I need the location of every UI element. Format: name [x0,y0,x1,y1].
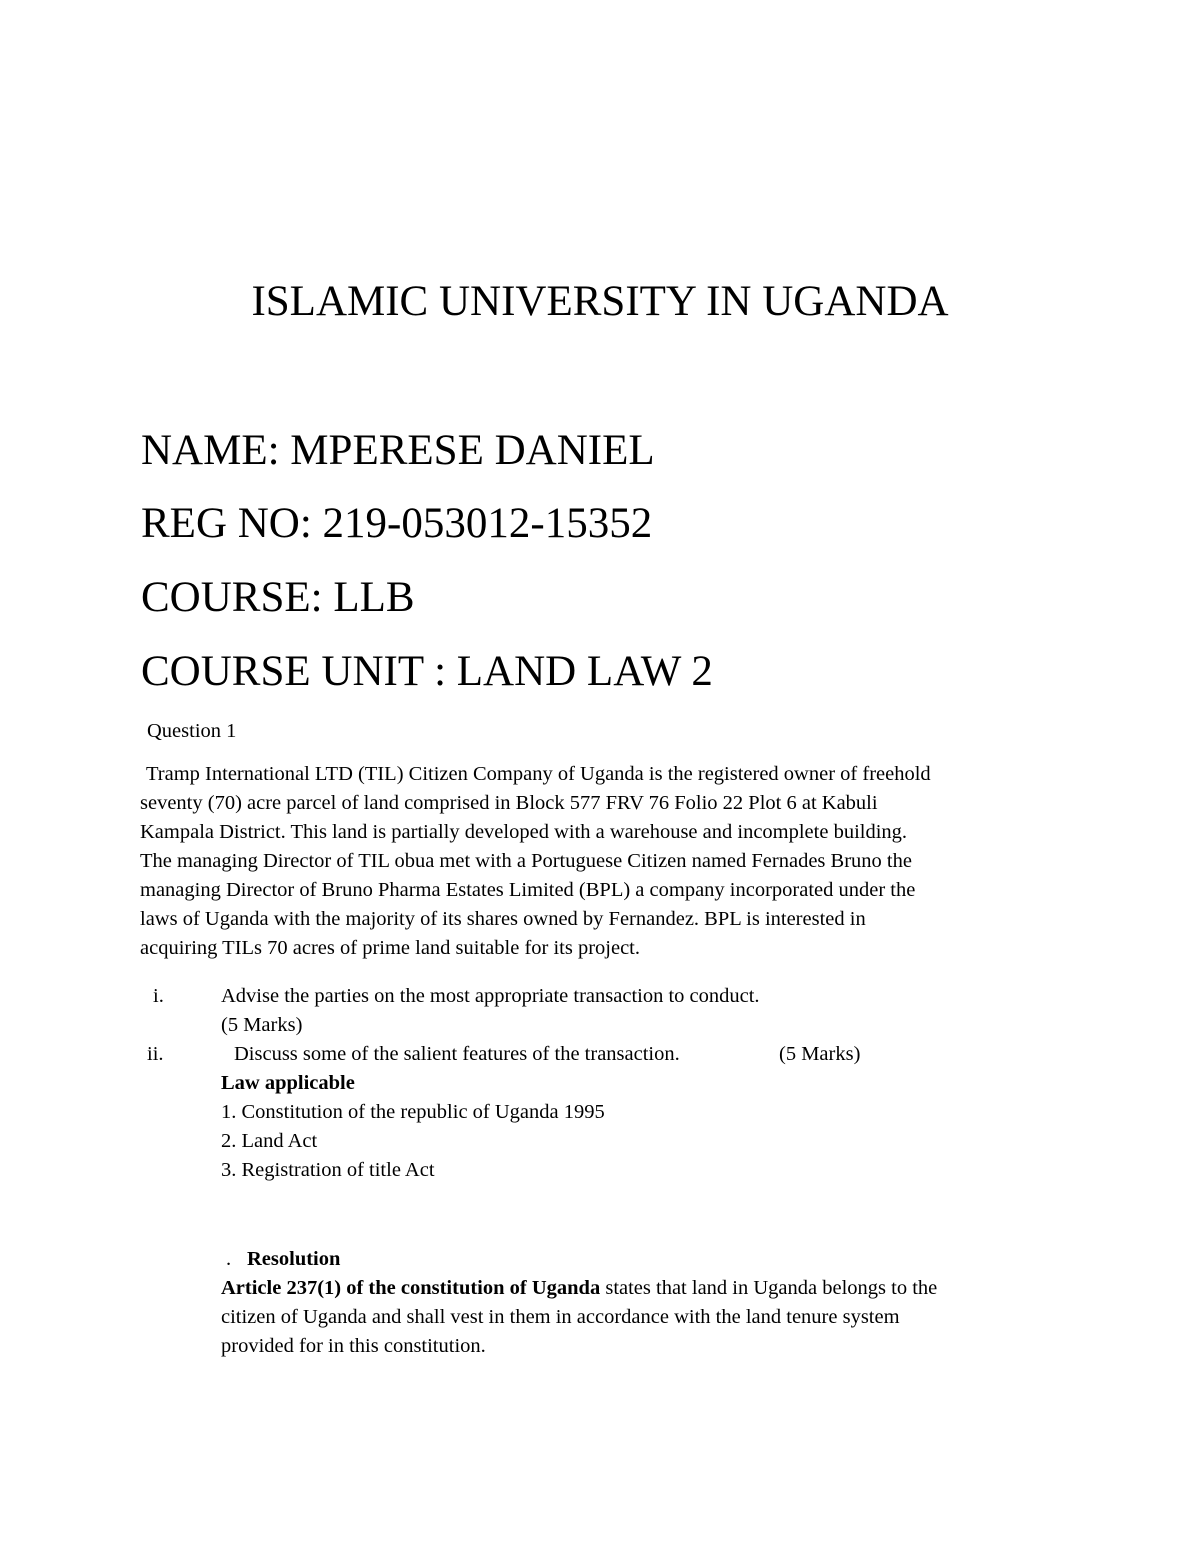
sub-question-text: Discuss some of the salient features of the transaction. [234,1043,680,1065]
law-applicable-heading: Law applicable [221,1072,355,1094]
article-citation: Article 237(1) of the constitution of Uganda [221,1277,601,1299]
question-line: acquiring TILs 70 acres of prime land suitable for its project. [140,937,641,959]
course: COURSE: LLB [141,574,415,621]
law-item: 1. Constitution of the republic of Uganda 1995 [221,1101,605,1123]
question-line: The managing Director of TIL obua met with a Portuguese Citizen named Fernades Bruno the [140,850,912,872]
resolution-paragraph [221,1274,1081,1361]
question-paragraph [140,760,1070,963]
sub-question-numeral: i. [153,985,164,1007]
sub-question-numeral: ii. [147,1043,164,1065]
question-line: seventy (70) acre parcel of land comprised in Block 577 FRV 76 Folio 22 Plot 6 at Kabuli [140,792,878,814]
question-line: laws of Uganda with the majority of its shares owned by Fernandez. BPL is interested in [140,908,866,930]
law-item: 2. Land Act [221,1130,318,1152]
law-item: 3. Registration of title Act [221,1159,435,1181]
sub-question-marks: (5 Marks) [779,1043,861,1065]
sub-question-marks: (5 Marks) [221,1014,303,1036]
question-line: Kampala District. This land is partially developed with a warehouse and incomplete building. [140,821,908,843]
question-line: Tramp International LTD (TIL) Citizen Company of Uganda is the registered owner of freehold [146,763,931,785]
registration-number: REG NO: 219-053012-15352 [141,500,653,547]
resolution-line: citizen of Uganda and shall vest in them in accordance with the land tenure system [221,1306,900,1328]
question-heading: Question 1 [147,720,237,742]
university-title: ISLAMIC UNIVERSITY IN UGANDA [251,278,949,325]
resolution-bullet: . [226,1248,232,1270]
resolution-line: provided for in this constitution. [221,1335,486,1357]
resolution-line-rest: states that land in Uganda belongs to the [600,1277,938,1299]
student-name: NAME: MPERESE DANIEL [141,427,655,474]
resolution-heading: Resolution [247,1248,341,1270]
sub-question-text: Advise the parties on the most appropriate transaction to conduct. [221,985,760,1007]
question-line: managing Director of Bruno Pharma Estates Limited (BPL) a company incorporated under the [140,879,916,901]
course-unit: COURSE UNIT : LAND LAW 2 [141,648,713,695]
resolution-line [221,1274,1081,1303]
